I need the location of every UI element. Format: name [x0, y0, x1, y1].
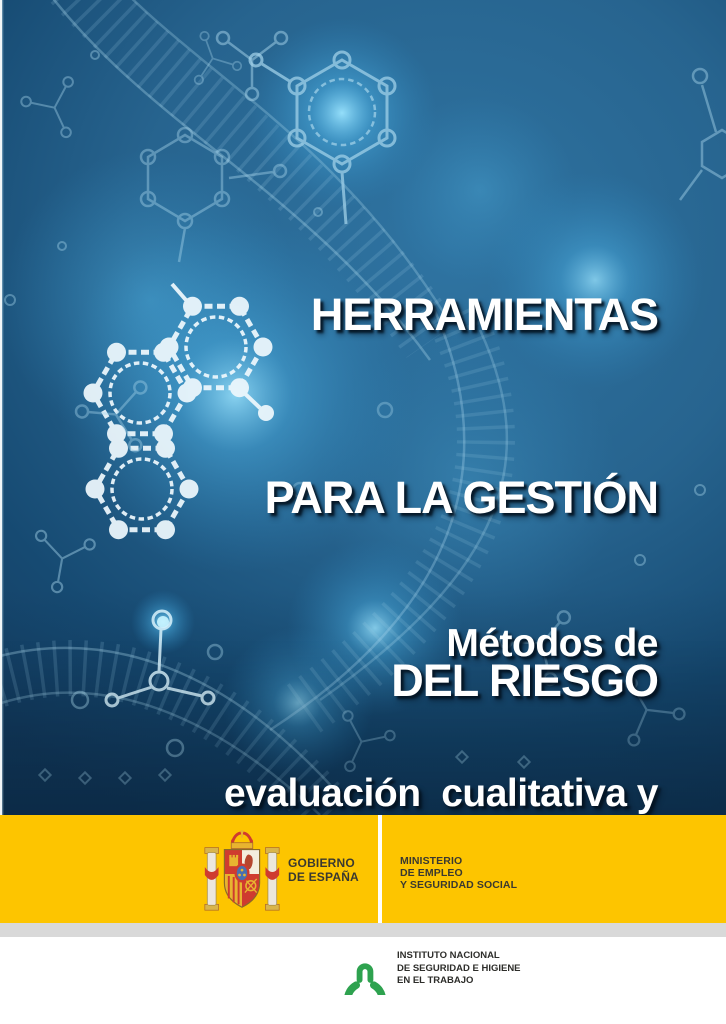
cover-subtitle — [224, 519, 658, 815]
institute-line-2: DE SEGURIDAD E HIGIENE — [397, 962, 521, 974]
government-of-spain-label — [288, 857, 359, 884]
page-left-edge — [0, 0, 4, 815]
ministry-line-1: MINISTERIO — [400, 855, 463, 867]
institute-label — [397, 950, 521, 988]
institute-line-1: INSTITUTO NACIONAL — [397, 950, 500, 961]
spain-coat-of-arms-icon — [202, 830, 282, 918]
government-line-2: DE ESPAÑA — [288, 869, 359, 884]
gray-separator-strip — [0, 923, 726, 937]
institute-line-3: EN EL TRABAJO — [397, 975, 474, 987]
title-line-2: PARA LA GESTIÓN — [264, 472, 658, 523]
subtitle-line-2: evaluación cualitativa y — [223, 772, 658, 815]
title-line-1: HERRAMIENTAS — [310, 289, 658, 340]
ministry-label — [400, 855, 517, 891]
insht-logo-icon — [340, 945, 390, 995]
band-divider — [378, 815, 382, 923]
right-edge-molecule — [680, 69, 726, 200]
ministry-line-2: DE EMPLEO — [400, 867, 463, 879]
title-line-3: DEL RIESGO — [391, 655, 658, 706]
subtitle-line-1: Métodos de — [446, 622, 658, 665]
government-line-1: GOBIERNO — [288, 856, 355, 870]
government-band — [0, 815, 726, 923]
institute-footer — [0, 937, 726, 1024]
ministry-line-3: Y SEGURIDAD SOCIAL — [400, 879, 518, 891]
